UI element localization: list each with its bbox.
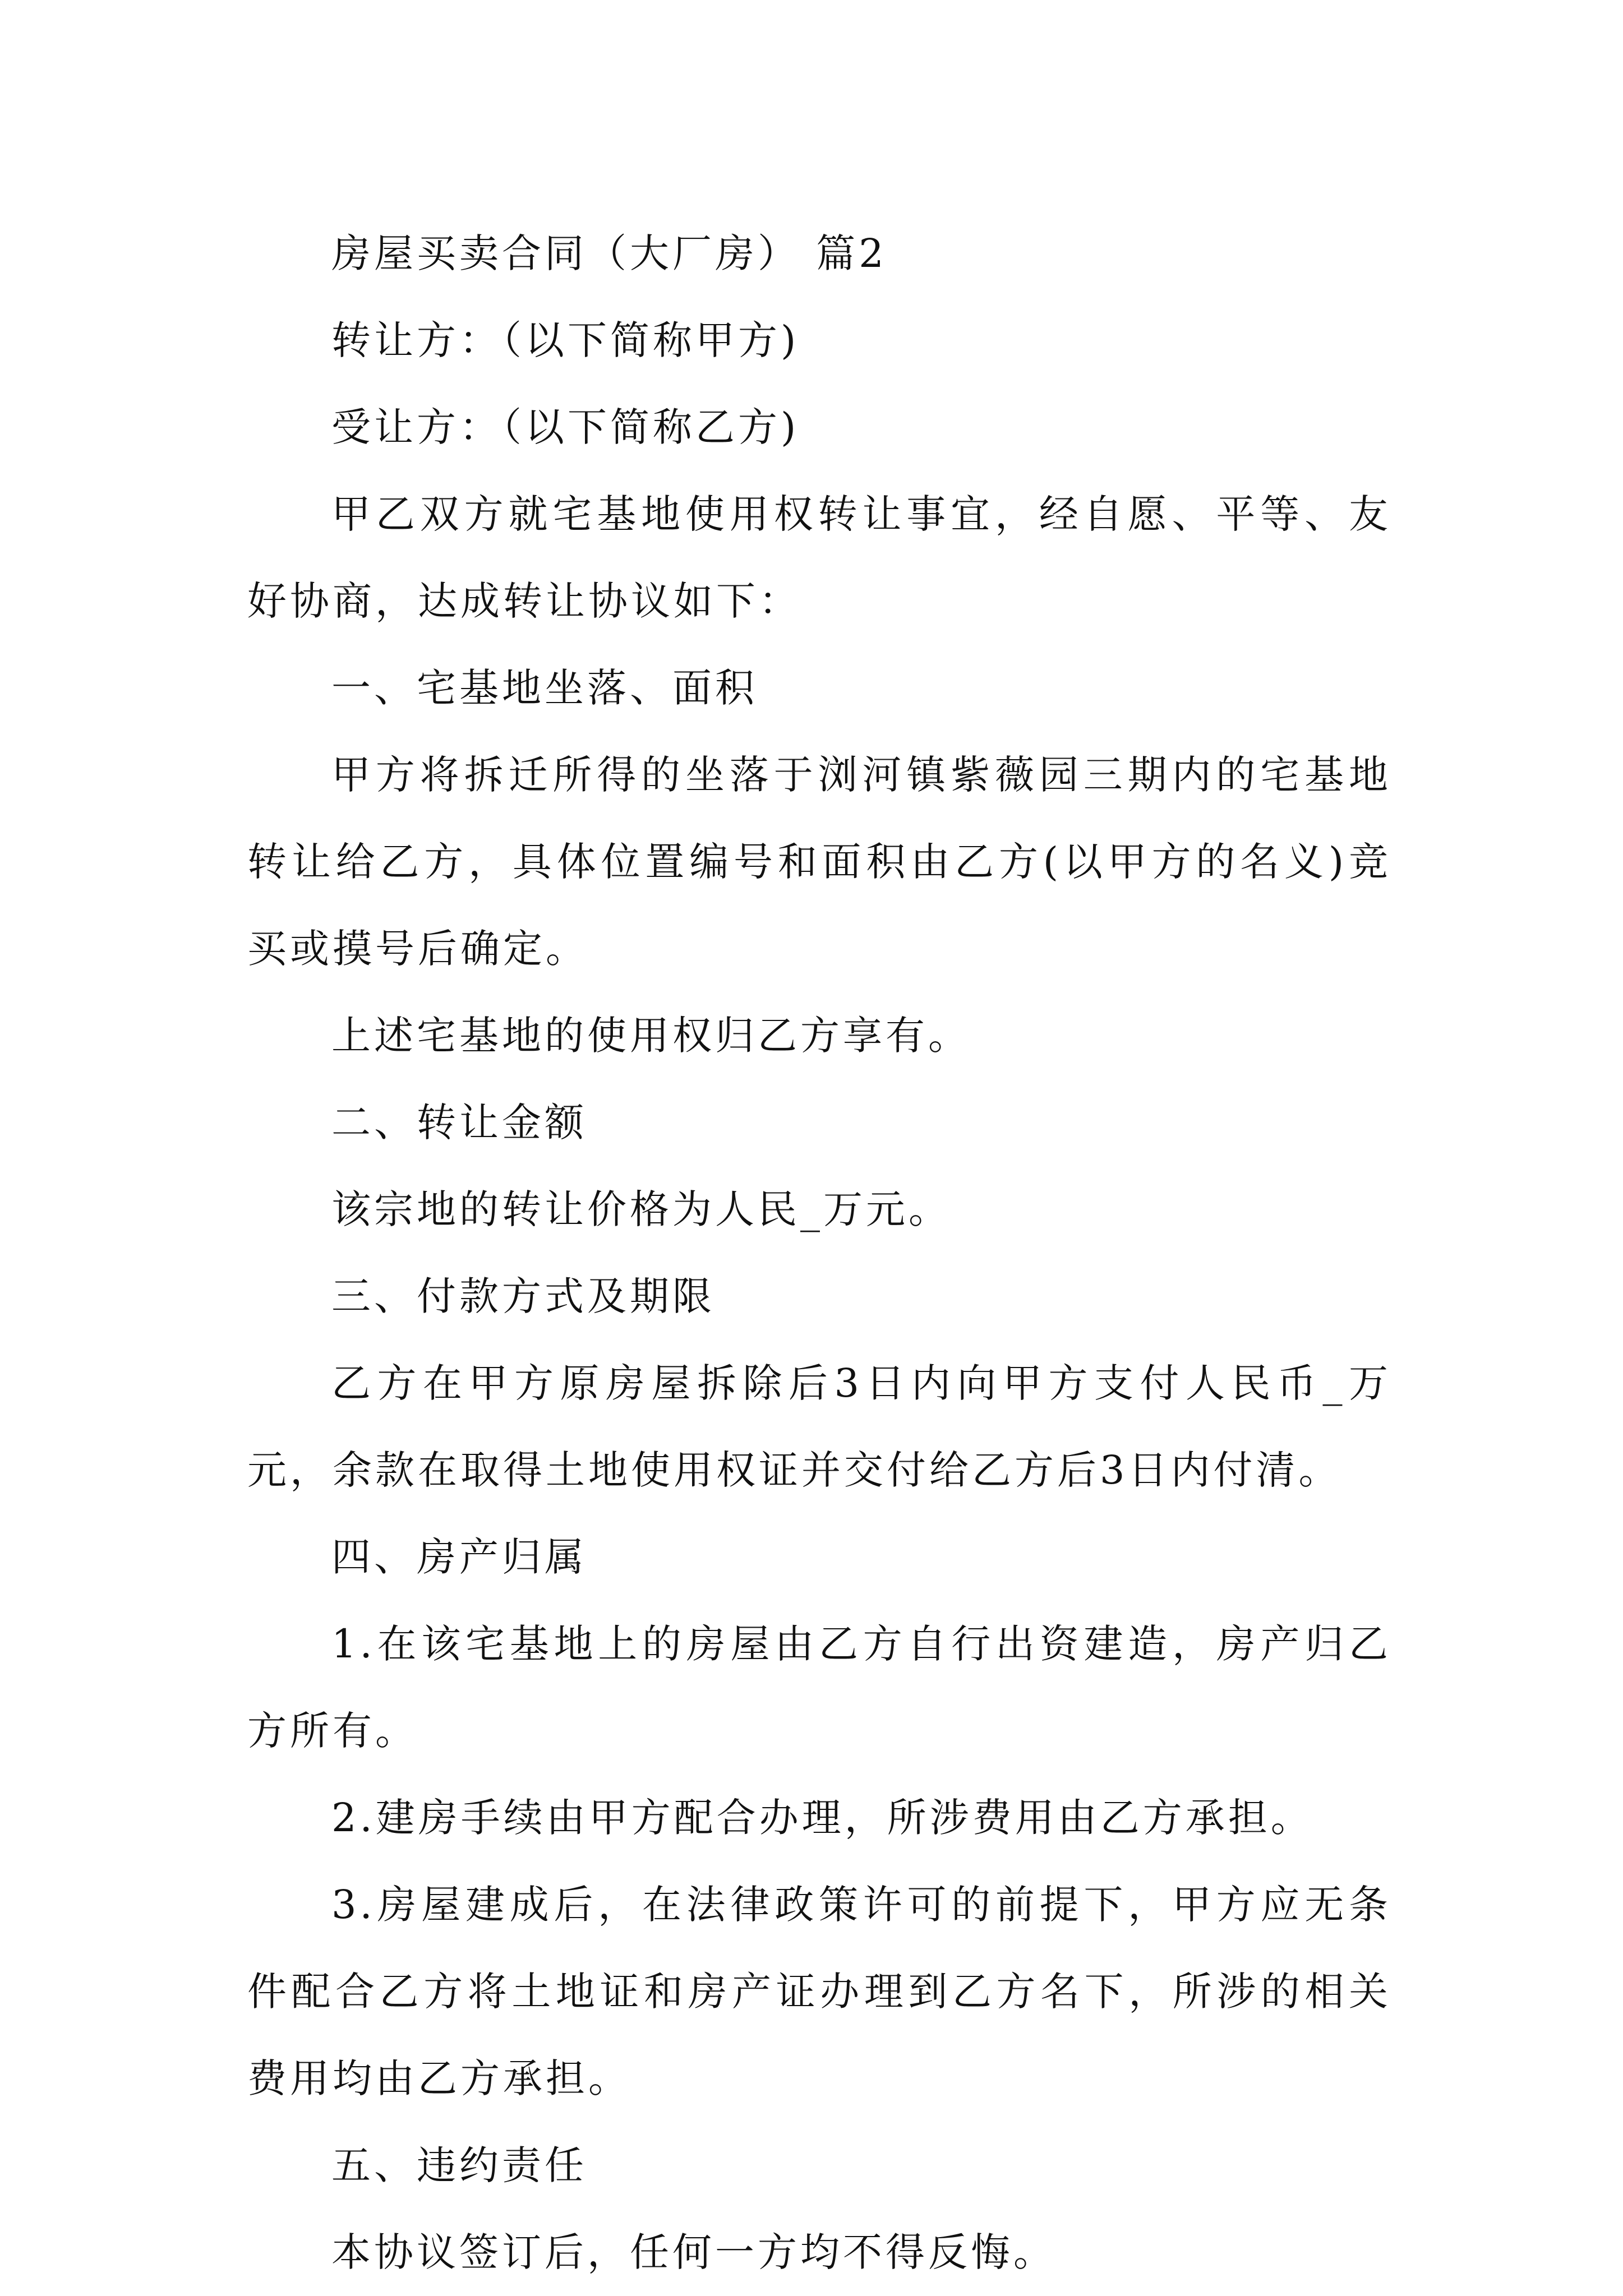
section-heading-liability: 五、违约责任	[331, 2142, 587, 2188]
ownership-item-1: 1.在该宅基地上的房屋由乙方自行出资建造，房产归乙方所有。	[247, 1621, 1391, 1754]
location-paragraph: 甲方将拆迁所得的坐落于浏河镇紫薇园三期内的宅基地转让给乙方，具体位置编号和面积由乙方(以甲方的名义)竞买或摸号后确定。	[247, 752, 1391, 972]
ownership-item-2: 2.建房手续由甲方配合办理，所涉费用由乙方承担。	[331, 1795, 1313, 1841]
usage-right-paragraph: 上述宅基地的使用权归乙方享有。	[331, 1013, 971, 1059]
ownership-item-3: 3.房屋建成后，在法律政策许可的前提下，甲方应无条件配合乙方将土地证和房产证办理到乙方名下，所涉的相关费用均由乙方承担。	[247, 1882, 1391, 2101]
payment-paragraph: 乙方在甲方原房屋拆除后3日内向甲方支付人民币_万元，余款在取得土地使用权证并交付给乙方后3日内付清。	[247, 1360, 1391, 1493]
preamble-paragraph: 甲乙双方就宅基地使用权转让事宜，经自愿、平等、友好协商，达成转让协议如下：	[247, 491, 1391, 624]
transferor-line: 转让方：（以下简称甲方)	[331, 317, 800, 363]
section-heading-ownership: 四、房产归属	[331, 1534, 587, 1580]
amount-paragraph: 该宗地的转让价格为人民_万元。	[331, 1186, 951, 1232]
transferee-line: 受让方：（以下简称乙方)	[331, 404, 800, 450]
section-heading-amount: 二、转让金额	[331, 1100, 587, 1145]
liability-paragraph: 本协议签订后，任何一方均不得反悔。	[331, 2229, 1056, 2275]
section-heading-payment: 三、付款方式及期限	[331, 1273, 715, 1319]
section-heading-location-area: 一、宅基地坐落、面积	[331, 665, 758, 711]
document-body	[247, 210, 1391, 2296]
document-title: 房屋买卖合同（大厂房） 篇2	[331, 230, 887, 276]
